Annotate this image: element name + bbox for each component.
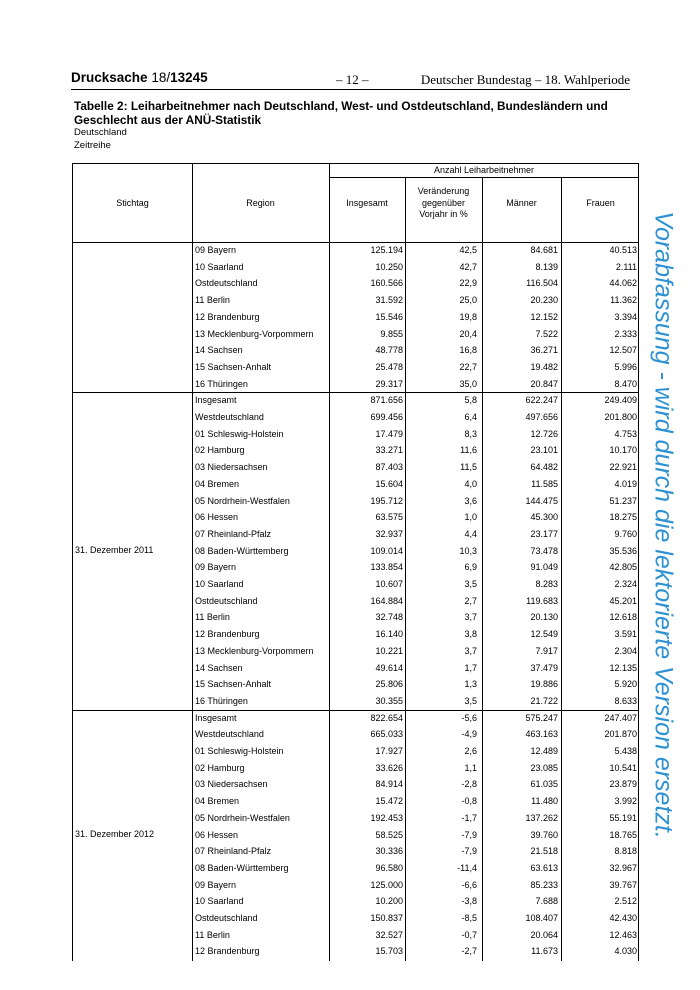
maenner-cell: 20.847 (530, 378, 558, 389)
veraenderung-cell: -11,4 (457, 862, 477, 873)
region-cell: 01 Schleswig-Holstein (195, 428, 284, 439)
maenner-cell: 575.247 (525, 712, 558, 723)
veraenderung-cell: 4,4 (464, 528, 477, 539)
maenner-cell: 497.656 (525, 412, 558, 422)
maenner-cell: 20.130 (530, 612, 558, 623)
veraenderung-cell: 1,3 (464, 679, 477, 690)
data-table (72, 163, 639, 961)
region-header: Region (246, 198, 275, 208)
insgesamt-cell: 32.937 (375, 528, 403, 539)
maenner-cell: 73.478 (530, 545, 558, 556)
insgesamt-cell: 125.194 (370, 245, 403, 255)
frauen-cell: 32.967 (609, 862, 637, 873)
region-cell: Westdeutschland (195, 412, 264, 422)
frauen-cell: 249.409 (604, 395, 637, 406)
frauen-cell: 4.753 (614, 428, 637, 439)
veraenderung-cell: 20,4 (459, 328, 477, 339)
region-cell: Ostdeutschland (195, 595, 258, 606)
maenner-cell: 137.262 (525, 812, 558, 823)
insgesamt-cell: 15.472 (375, 796, 403, 807)
insgesamt-cell: 160.566 (370, 278, 403, 289)
frauen-cell: 40.513 (609, 245, 637, 255)
frauen-cell: 23.879 (609, 779, 637, 790)
maenner-cell: 20.230 (530, 295, 558, 306)
frauen-cell: 10.170 (609, 445, 637, 456)
veraenderung-header: Veränderung gegenüber Vorjahr in % (417, 186, 470, 219)
region-cell: 06 Hessen (195, 829, 239, 840)
insgesamt-cell: 133.854 (370, 562, 403, 573)
insgesamt-cell: 30.355 (375, 695, 403, 706)
veraenderung-cell: 6,4 (464, 412, 477, 422)
insgesamt-cell: 10.221 (375, 645, 403, 656)
region-cell: 09 Bayern (195, 879, 237, 890)
frauen-cell: 8.818 (614, 846, 637, 857)
header-divider (329, 177, 638, 178)
maenner-cell: 11.673 (531, 946, 558, 957)
insgesamt-cell: 665.033 (370, 729, 403, 740)
frauen-cell: 12.507 (609, 345, 637, 356)
maenner-cell: 12.549 (530, 629, 558, 640)
insgesamt-cell: 15.604 (375, 478, 403, 489)
insgesamt-cell: 25.478 (375, 361, 403, 372)
insgesamt-cell: 164.884 (370, 595, 403, 606)
insgesamt-cell: 17.927 (375, 746, 403, 756)
frauen-cell: 247.407 (604, 712, 637, 723)
maenner-cell: 21.518 (530, 846, 558, 857)
veraenderung-cell: -7,9 (461, 829, 477, 840)
maenner-cell: 63.613 (530, 862, 558, 873)
insgesamt-cell: 109.014 (370, 545, 403, 556)
maenner-header: Männer (506, 198, 537, 208)
insgesamt-cell: 31.592 (375, 295, 403, 306)
maenner-cell: 61.035 (530, 779, 558, 790)
veraenderung-cell: 11,5 (460, 462, 477, 473)
page-number: – 12 – (336, 72, 369, 87)
maenner-cell: 8.139 (535, 261, 558, 272)
insgesamt-cell: 10.607 (375, 579, 403, 589)
veraenderung-cell: 11,6 (460, 445, 477, 456)
frauen-cell: 42.430 (609, 913, 637, 923)
region-cell: Insgesamt (195, 395, 237, 406)
veraenderung-cell: -8,5 (461, 913, 477, 923)
region-cell: 14 Sachsen (195, 345, 243, 356)
frauen-cell: 44.062 (609, 278, 637, 289)
frauen-cell: 10.541 (609, 762, 637, 773)
region-cell: Westdeutschland (195, 729, 264, 740)
frauen-cell: 3.992 (614, 796, 637, 807)
frauen-cell: 5.438 (614, 746, 637, 756)
maenner-cell: 119.683 (526, 595, 558, 606)
insgesamt-cell: 32.527 (375, 929, 403, 940)
group-divider (73, 392, 638, 393)
region-cell: 04 Bremen (195, 478, 240, 489)
region-cell: 12 Brandenburg (195, 946, 260, 957)
veraenderung-cell: 1,7 (464, 662, 477, 673)
region-cell: 11 Berlin (195, 929, 230, 940)
col-divider (329, 164, 330, 961)
insgesamt-cell: 871.656 (370, 395, 403, 406)
maenner-cell: 84.681 (530, 245, 558, 255)
veraenderung-cell: 42,7 (459, 261, 477, 272)
veraenderung-cell: -2,8 (461, 779, 477, 790)
insgesamt-cell: 33.626 (375, 762, 403, 773)
frauen-header: Frauen (586, 198, 615, 208)
maenner-cell: 19.886 (530, 679, 558, 690)
veraenderung-cell: 3,7 (464, 612, 477, 623)
veraenderung-cell: 3,5 (464, 579, 477, 589)
region-cell: 11 Berlin (195, 295, 230, 306)
frauen-cell: 8.470 (614, 378, 637, 389)
frauen-cell: 201.800 (604, 412, 637, 422)
insgesamt-cell: 84.914 (375, 779, 403, 790)
veraenderung-cell: -6,6 (461, 879, 477, 890)
veraenderung-cell: 3,5 (464, 695, 477, 706)
region-cell: 12 Brandenburg (195, 629, 260, 640)
insgesamt-cell: 16.140 (375, 629, 403, 640)
maenner-cell: 11.585 (531, 478, 558, 489)
region-cell: 09 Bayern (195, 562, 237, 573)
maenner-cell: 23.101 (530, 445, 558, 456)
veraenderung-cell: 35,0 (459, 378, 477, 389)
maenner-cell: 108.407 (525, 913, 558, 923)
frauen-cell: 5.920 (614, 679, 637, 690)
region-cell: 13 Mecklenburg-Vorpommern (195, 645, 314, 656)
frauen-cell: 51.237 (609, 495, 637, 506)
region-cell: 04 Bremen (195, 796, 240, 807)
stichtag-cell: 31. Dezember 2011 (75, 544, 154, 555)
maenner-cell: 144.475 (525, 495, 558, 506)
insgesamt-cell: 195.712 (370, 495, 403, 506)
maenner-cell: 23.177 (530, 528, 558, 539)
veraenderung-cell: 3,6 (464, 495, 477, 506)
frauen-cell: 12.463 (609, 929, 637, 940)
veraenderung-cell: 19,8 (459, 311, 477, 322)
maenner-cell: 463.163 (525, 729, 558, 740)
region-cell: 08 Baden-Württemberg (195, 862, 289, 873)
region-cell: 01 Schleswig-Holstein (195, 746, 284, 756)
frauen-cell: 3.394 (614, 311, 637, 322)
frauen-cell: 18.765 (609, 829, 637, 840)
insgesamt-cell: 49.614 (375, 662, 403, 673)
insgesamt-cell: 150.837 (370, 913, 403, 923)
veraenderung-cell: 22,7 (459, 361, 477, 372)
col-divider (405, 177, 406, 961)
veraenderung-cell: 22,9 (459, 278, 477, 289)
frauen-cell: 2.333 (614, 328, 637, 339)
insgesamt-cell: 32.748 (375, 612, 403, 623)
frauen-cell: 8.633 (614, 695, 637, 706)
maenner-cell: 20.064 (530, 929, 558, 940)
veraenderung-cell: 3,8 (464, 629, 477, 640)
region-cell: Insgesamt (195, 712, 237, 723)
insgesamt-cell: 699.456 (370, 412, 403, 422)
insgesamt-cell: 48.778 (375, 345, 403, 356)
frauen-cell: 22.921 (609, 462, 637, 473)
frauen-cell: 2.512 (614, 896, 637, 907)
maenner-cell: 7.522 (535, 328, 558, 339)
maenner-cell: 11.480 (531, 796, 558, 807)
region-cell: 07 Rheinland-Pfalz (195, 846, 272, 857)
frauen-cell: 35.536 (609, 545, 637, 556)
maenner-cell: 85.233 (530, 879, 558, 890)
region-cell: 14 Sachsen (195, 662, 243, 673)
maenner-cell: 7.688 (535, 896, 558, 907)
frauen-cell: 39.767 (609, 879, 637, 890)
insgesamt-cell: 17.479 (375, 428, 403, 439)
veraenderung-cell: -5,6 (461, 712, 477, 723)
stichtag-header: Stichtag (116, 198, 149, 208)
maenner-cell: 7.917 (535, 645, 558, 656)
page-header (71, 70, 630, 90)
table-series: Zeitreihe (74, 139, 111, 151)
col-divider (482, 177, 483, 961)
maenner-cell: 45.300 (530, 512, 558, 523)
maenner-cell: 12.489 (530, 746, 558, 756)
region-cell: 10 Saarland (195, 261, 244, 272)
frauen-cell: 11.362 (610, 295, 637, 306)
veraenderung-cell: -7,9 (461, 846, 477, 857)
maenner-cell: 23.085 (530, 762, 558, 773)
veraenderung-cell: 3,7 (464, 645, 477, 656)
frauen-cell: 18.275 (609, 512, 637, 523)
veraenderung-cell: -1,7 (461, 812, 477, 823)
region-cell: 02 Hamburg (195, 762, 245, 773)
region-cell: Ostdeutschland (195, 913, 258, 923)
insgesamt-cell: 33.271 (375, 445, 403, 456)
veraenderung-cell: 6,9 (464, 562, 477, 573)
frauen-cell: 2.324 (614, 579, 637, 589)
table-title: Tabelle 2: Leiharbeitnehmer nach Deutschland, West- und Ostdeutschland, Bundesländern und Geschlecht aus der ANÜ-Statistik (74, 99, 608, 127)
region-cell: 02 Hamburg (195, 445, 245, 456)
frauen-cell: 9.760 (614, 528, 637, 539)
frauen-cell: 5.996 (614, 361, 637, 372)
insgesamt-cell: 30.336 (375, 846, 403, 857)
veraenderung-cell: -3,8 (461, 896, 477, 907)
veraenderung-cell: -0,8 (461, 796, 477, 807)
header-bottom-rule (73, 242, 638, 243)
region-cell: 16 Thüringen (195, 378, 248, 389)
frauen-cell: 55.191 (609, 812, 637, 823)
region-cell: 03 Niedersachsen (195, 779, 268, 790)
region-cell: 09 Bayern (195, 245, 237, 255)
region-cell: 07 Rheinland-Pfalz (195, 528, 272, 539)
veraenderung-cell: 4,0 (464, 478, 477, 489)
veraenderung-cell: 42,5 (459, 245, 477, 255)
insgesamt-cell: 29.317 (375, 378, 403, 389)
maenner-cell: 622.247 (525, 395, 558, 406)
document-number: Drucksache 18/13245 (71, 70, 208, 85)
region-cell: 05 Nordrhein-Westfalen (195, 495, 290, 506)
insgesamt-cell: 10.200 (375, 896, 403, 907)
maenner-cell: 116.504 (526, 278, 558, 289)
group-divider (73, 710, 638, 711)
frauen-cell: 42.805 (609, 562, 637, 573)
frauen-cell: 4.019 (614, 478, 637, 489)
region-cell: 12 Brandenburg (195, 311, 260, 322)
group-header: Anzahl Leiharbeitnehmer (433, 165, 535, 175)
frauen-cell: 4.030 (614, 946, 637, 957)
insgesamt-cell: 10.250 (375, 261, 403, 272)
region-cell: 03 Niedersachsen (195, 462, 268, 473)
insgesamt-cell: 25.806 (375, 679, 403, 690)
insgesamt-cell: 96.580 (375, 862, 403, 873)
veraenderung-cell: 16,8 (459, 345, 477, 356)
insgesamt-cell: 87.403 (375, 462, 403, 473)
maenner-cell: 8.283 (535, 579, 558, 589)
veraenderung-cell: 1,1 (464, 762, 477, 773)
region-cell: 11 Berlin (195, 612, 230, 623)
frauen-cell: 12.618 (609, 612, 637, 623)
veraenderung-cell: 8,3 (464, 428, 477, 439)
insgesamt-cell: 58.525 (375, 829, 403, 840)
veraenderung-cell: 5,8 (464, 395, 477, 406)
region-cell: 15 Sachsen-Anhalt (195, 679, 272, 690)
region-cell: 08 Baden-Württemberg (195, 545, 289, 556)
region-cell: Ostdeutschland (195, 278, 258, 289)
veraenderung-cell: 2,6 (464, 746, 477, 756)
frauen-cell: 2.304 (614, 645, 637, 656)
col-divider (192, 164, 193, 961)
insgesamt-cell: 125.000 (370, 879, 403, 890)
frauen-cell: 45.201 (609, 595, 637, 606)
maenner-cell: 37.479 (530, 662, 558, 673)
region-cell: 06 Hessen (195, 512, 239, 523)
veraenderung-cell: -2,7 (461, 946, 477, 957)
maenner-cell: 39.760 (530, 829, 558, 840)
maenner-cell: 12.152 (530, 311, 558, 322)
region-cell: 05 Nordrhein-Westfalen (195, 812, 290, 823)
insgesamt-cell: 63.575 (375, 512, 403, 523)
stichtag-cell: 31. Dezember 2012 (75, 828, 155, 839)
insgesamt-cell: 15.546 (375, 311, 403, 322)
insgesamt-cell: 9.855 (380, 328, 403, 339)
veraenderung-cell: 25,0 (459, 295, 477, 306)
table-title-block (74, 99, 614, 152)
insgesamt-cell: 822.654 (370, 712, 403, 723)
col-divider (561, 177, 562, 961)
institution-label: Deutscher Bundestag – 18. Wahlperiode (420, 72, 630, 87)
maenner-cell: 12.726 (530, 428, 558, 439)
maenner-cell: 19.482 (530, 361, 558, 372)
region-cell: 10 Saarland (195, 579, 244, 589)
maenner-cell: 64.482 (530, 462, 558, 473)
region-cell: 13 Mecklenburg-Vorpommern (195, 328, 314, 339)
region-cell: 10 Saarland (195, 896, 244, 907)
maenner-cell: 91.049 (530, 562, 558, 573)
veraenderung-cell: -4,9 (461, 729, 477, 740)
region-cell: 16 Thüringen (195, 695, 248, 706)
veraenderung-cell: 2,7 (464, 595, 477, 606)
frauen-cell: 2.111 (615, 261, 637, 272)
insgesamt-header: Insgesamt (346, 198, 388, 208)
insgesamt-cell: 192.453 (370, 812, 403, 823)
frauen-cell: 3.591 (614, 629, 637, 640)
table-scope: Deutschland (74, 127, 127, 138)
frauen-cell: 201.870 (604, 729, 637, 740)
veraenderung-cell: -0,7 (461, 929, 477, 940)
maenner-cell: 21.722 (530, 695, 558, 706)
region-cell: 15 Sachsen-Anhalt (195, 361, 272, 372)
insgesamt-cell: 15.703 (375, 946, 403, 957)
maenner-cell: 36.271 (530, 345, 558, 356)
frauen-cell: 12.135 (609, 662, 637, 673)
veraenderung-cell: 10,3 (459, 545, 477, 556)
veraenderung-cell: 1,0 (464, 512, 477, 523)
